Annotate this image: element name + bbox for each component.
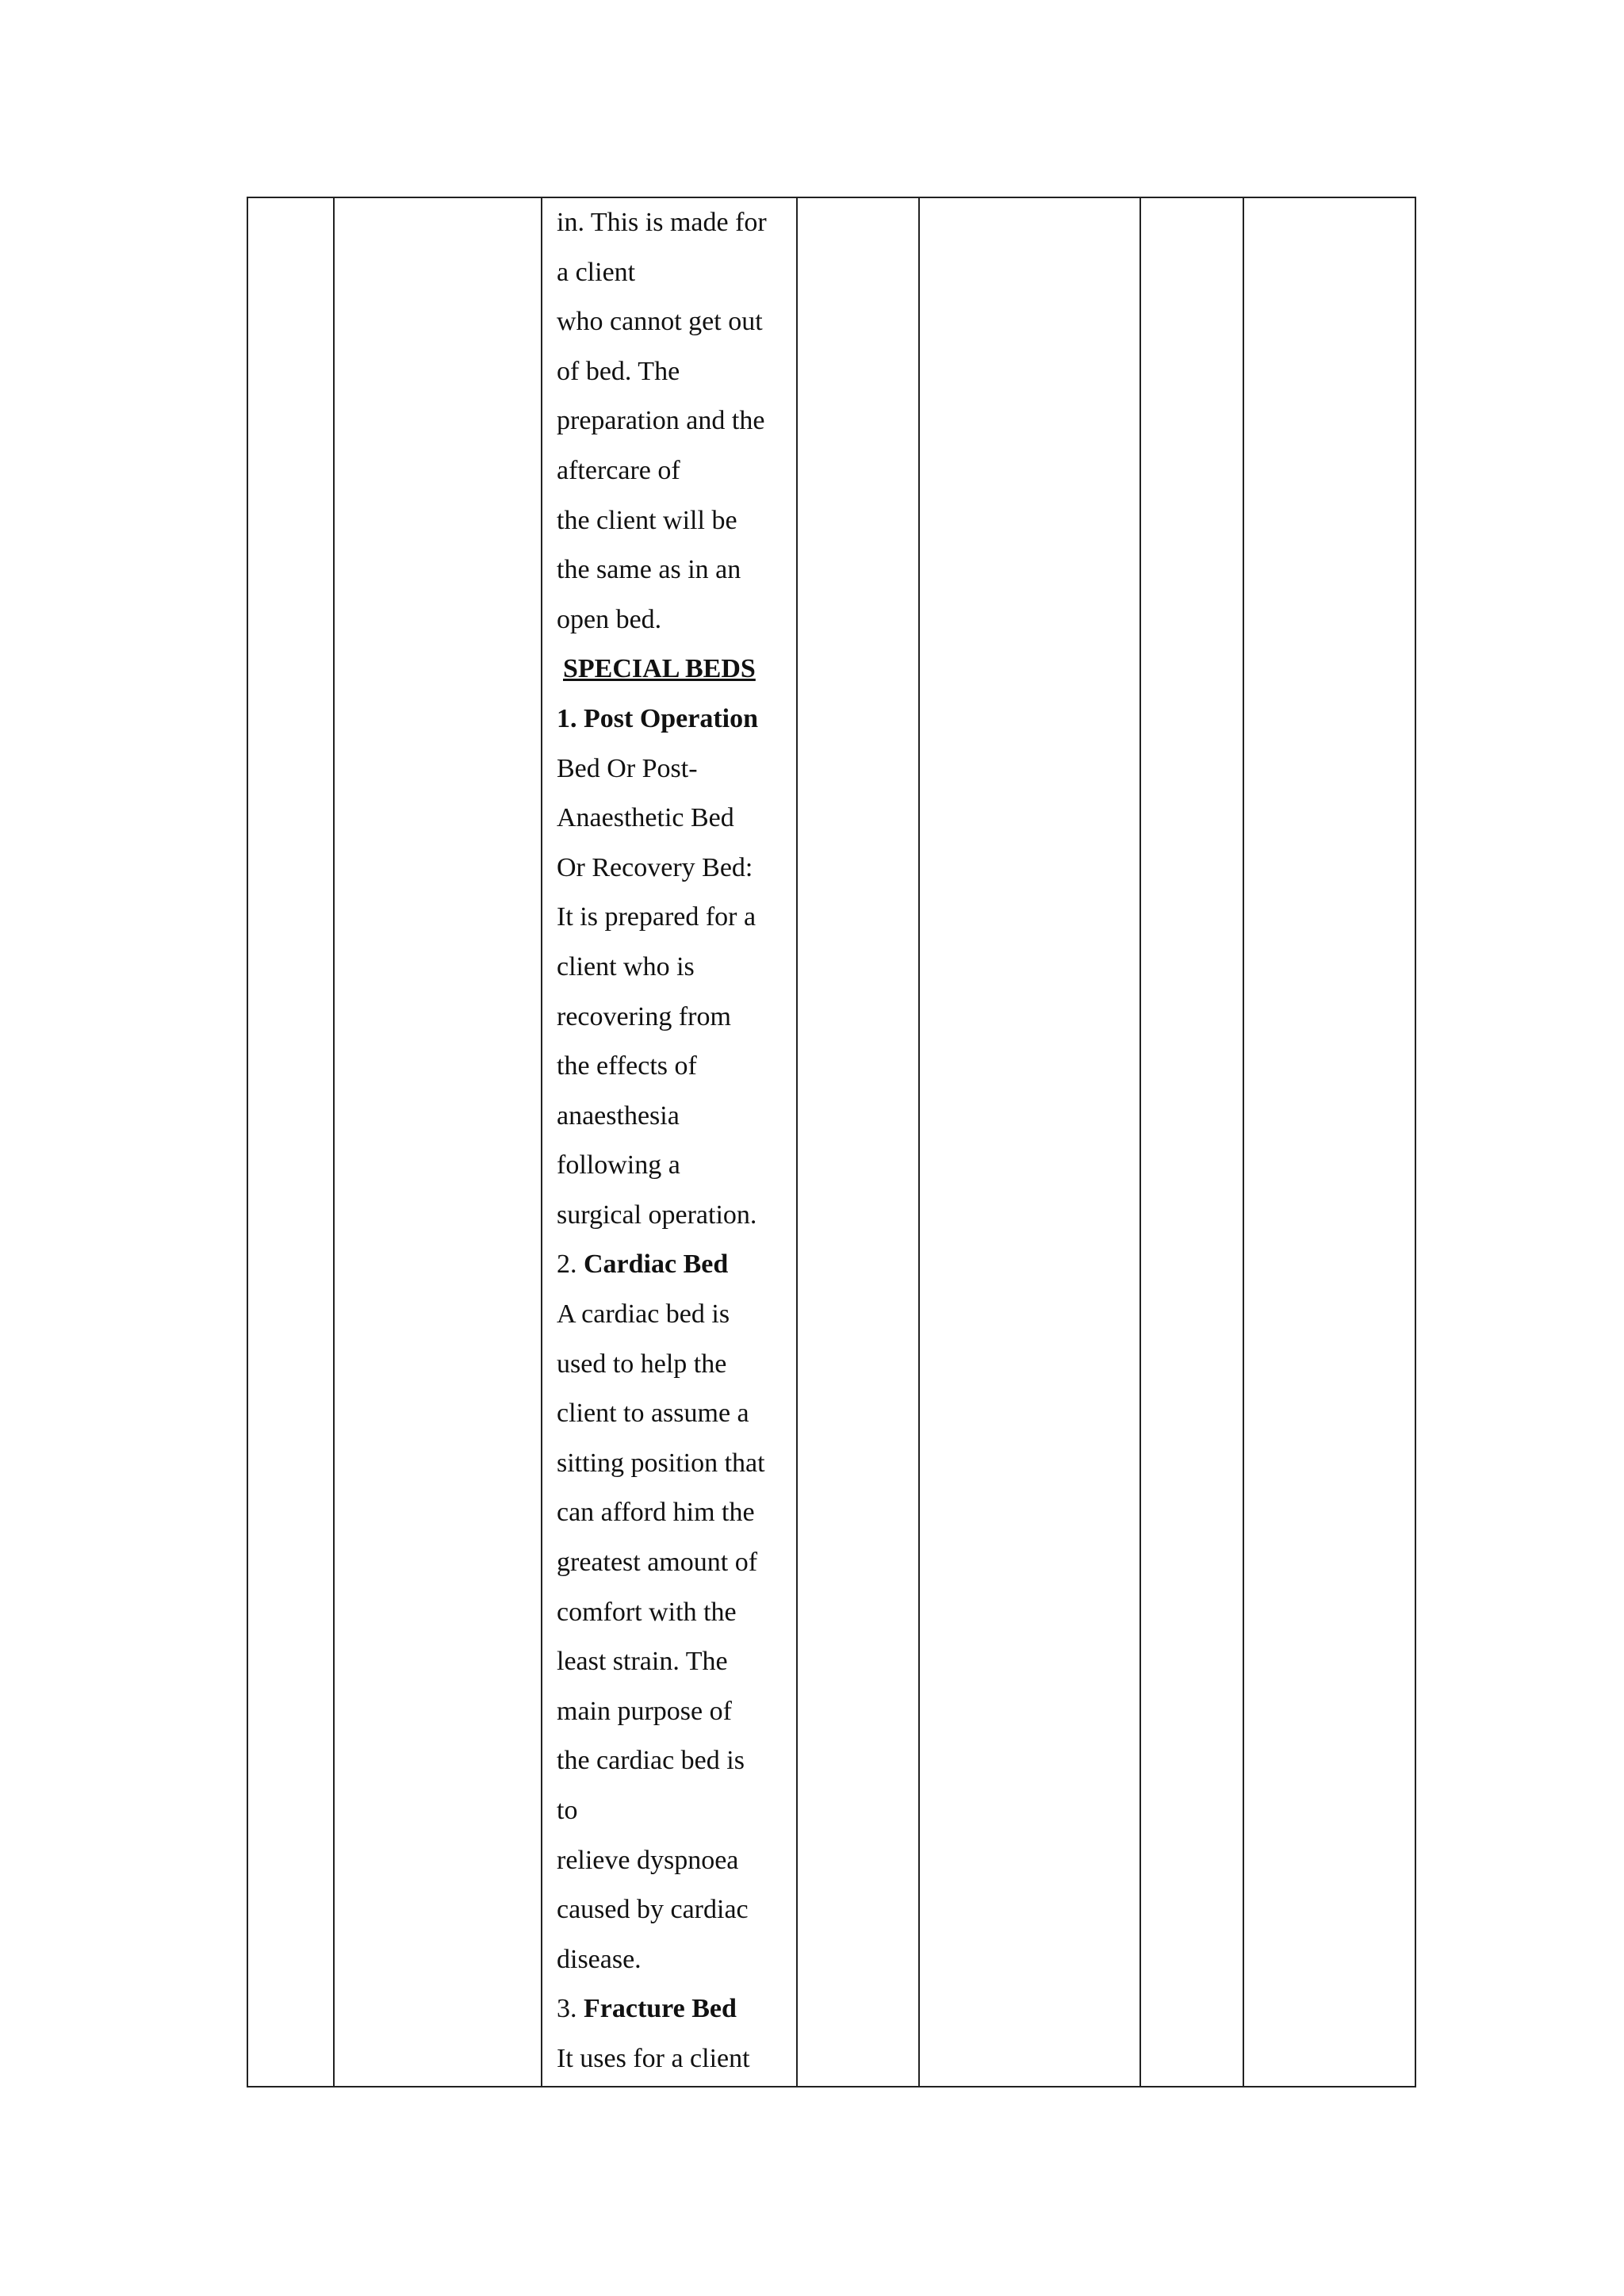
- text-line: Or Recovery Bed:: [557, 852, 753, 882]
- text-line: main purpose of: [557, 1696, 732, 1726]
- text-line: who cannot get out: [557, 307, 763, 337]
- text-line: surgical operation.: [557, 1200, 757, 1230]
- text-line: to: [557, 1796, 578, 1825]
- section-heading: SPECIAL BEDS: [563, 654, 756, 684]
- bold-subheading: 1. Post Operation: [557, 703, 759, 733]
- table-cell-col5: [919, 197, 1140, 2087]
- text-line: used to help the: [557, 1349, 727, 1379]
- text-line: recovering from: [557, 1001, 731, 1031]
- subheading-line: [557, 695, 796, 744]
- text-line: A cardiac bed is: [557, 1299, 730, 1330]
- text-line: of bed. The: [557, 356, 680, 386]
- table-cell-col6: [1140, 197, 1243, 2087]
- subheading-line: [557, 1984, 796, 2034]
- text-line: comfort with the: [557, 1597, 737, 1627]
- text-line: client to assume a: [557, 1399, 749, 1429]
- table-cell-col2: [334, 197, 542, 2087]
- bold-subheading: Cardiac Bed: [584, 1249, 729, 1280]
- text-line: in. This is made for: [557, 208, 767, 237]
- content-table: [247, 197, 1416, 2087]
- subheading-line: [557, 1240, 796, 1290]
- text-line: least strain. The: [557, 1647, 728, 1677]
- text-line: the client will be: [557, 505, 737, 535]
- text-line: It uses for a client: [557, 2043, 750, 2073]
- cell-text-block: [557, 198, 796, 2084]
- text-line: the same as in an: [557, 555, 741, 585]
- text-line: preparation and the: [557, 406, 765, 436]
- text-line: disease.: [557, 1944, 642, 1974]
- text-line: client who is: [557, 951, 695, 982]
- text-line: sitting position that: [557, 1448, 765, 1478]
- text-line: Anaesthetic Bed: [557, 803, 734, 833]
- text-line: following a: [557, 1150, 680, 1181]
- text-line: the cardiac bed is: [557, 1746, 745, 1776]
- text-line: It is prepared for a: [557, 902, 756, 932]
- table-cell-col4: [797, 197, 919, 2087]
- text-line: aftercare of: [557, 455, 680, 485]
- list-number: 2.: [557, 1249, 584, 1280]
- text-line: caused by cardiac: [557, 1895, 749, 1925]
- text-line: open bed.: [557, 604, 662, 634]
- table-cell-col1: [247, 197, 334, 2087]
- text-line: a client: [557, 257, 636, 287]
- text-line: relieve dyspnoea: [557, 1845, 739, 1875]
- text-line: anaesthesia: [557, 1100, 680, 1131]
- text-line: greatest amount of: [557, 1548, 758, 1578]
- table-cell-col7: [1243, 197, 1415, 2087]
- list-number: 3.: [557, 1994, 584, 2024]
- text-line: the effects of: [557, 1051, 697, 1081]
- text-line: can afford him the: [557, 1498, 755, 1528]
- text-line: Bed Or Post-: [557, 753, 698, 783]
- table-row: [247, 197, 1415, 2087]
- table-cell-content: [542, 197, 797, 2087]
- bold-subheading: Fracture Bed: [584, 1994, 737, 2024]
